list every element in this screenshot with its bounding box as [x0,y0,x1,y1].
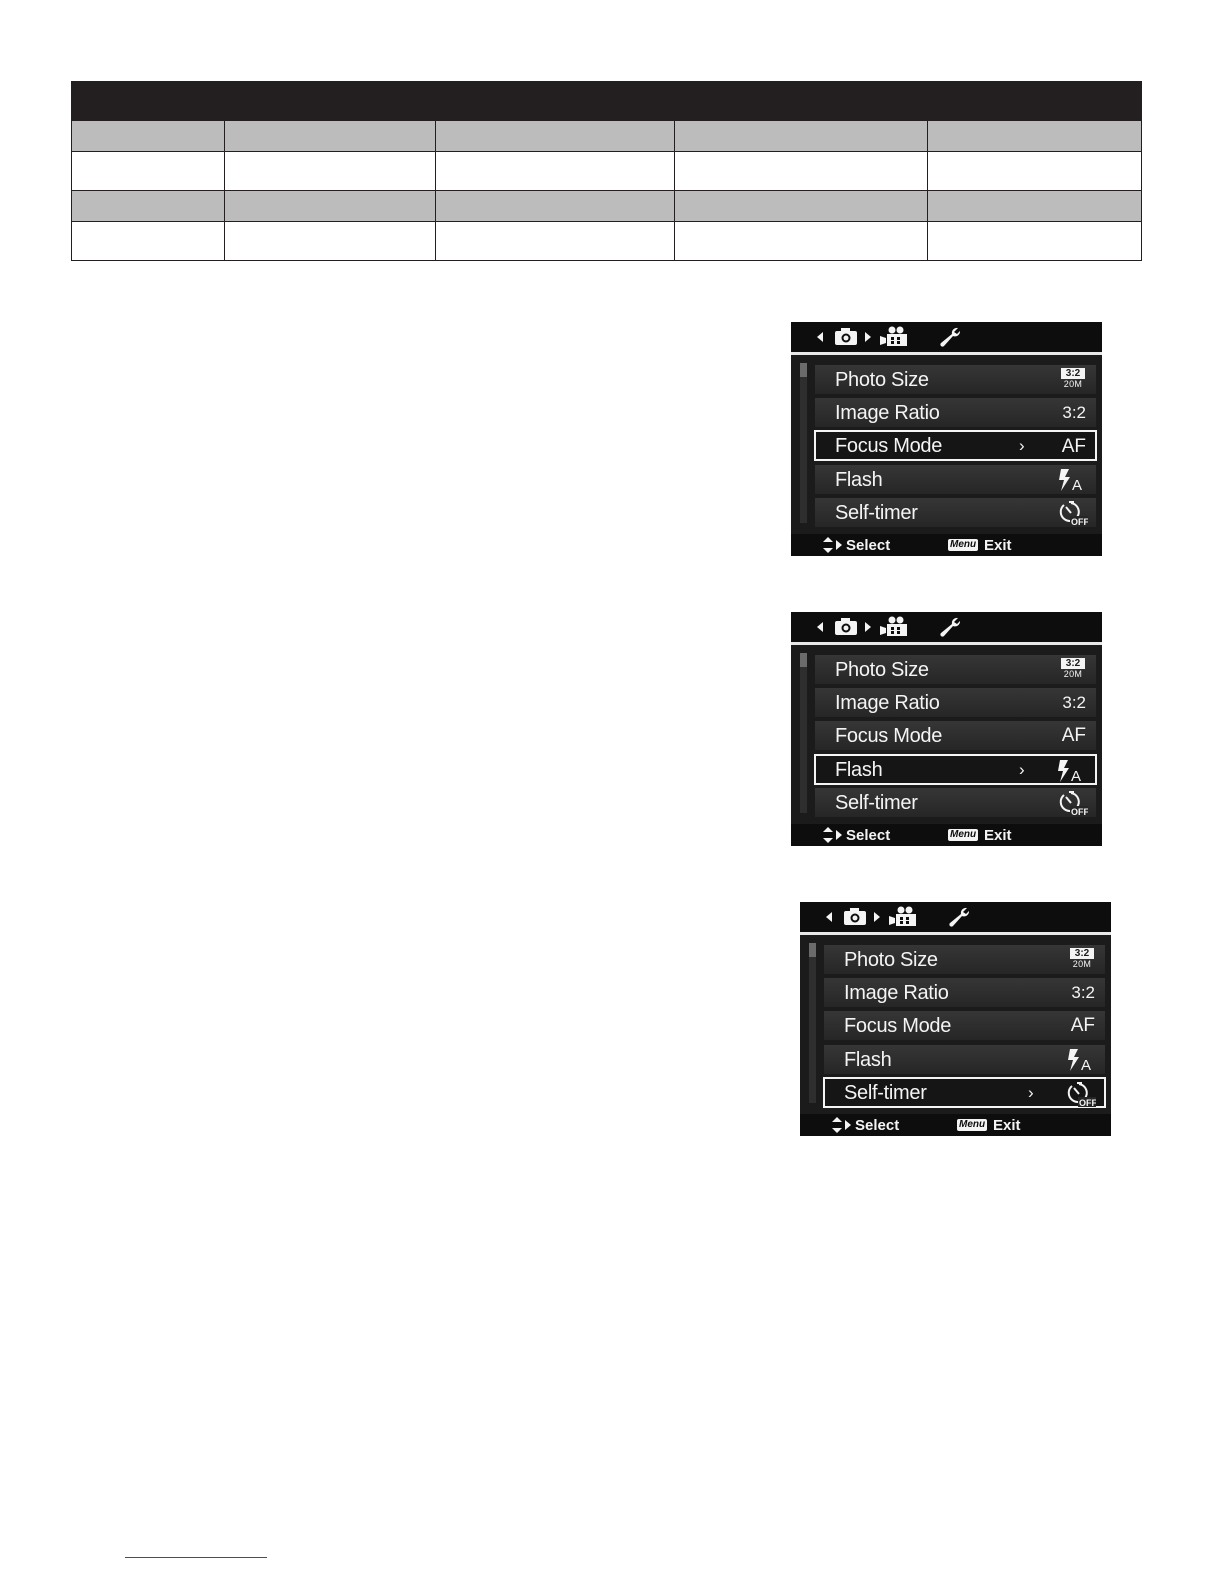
tab-left-arrow-icon[interactable] [817,332,823,342]
menu-scrollbar[interactable] [800,363,807,523]
menu-item-focus-mode[interactable] [815,721,1096,750]
photo-size-ratio: 3:2 [1061,368,1085,379]
menu-item-photo-size[interactable] [824,945,1105,974]
timer-off-text: OFF [1079,1098,1096,1107]
footer-exit-label: Exit [984,827,1012,844]
table-row [72,191,1142,222]
tab-left-arrow-icon[interactable] [826,912,832,922]
menu-item-label: Flash [844,1049,892,1071]
self-timer-off-icon [1066,1082,1096,1107]
table-cell [72,121,225,152]
wrench-icon[interactable] [939,617,961,637]
table-cell [436,121,675,152]
menu-item-focus-mode[interactable] [824,1011,1105,1040]
table-cell [225,222,436,261]
timer-off-text: OFF [1071,807,1088,816]
table-cell [928,222,1142,261]
photo-size-icon [1070,948,1094,970]
menu-item-label: Photo Size [835,659,929,681]
table-cell [436,152,675,191]
menu-key-icon: Menu [950,829,977,840]
table-cell [72,222,225,261]
self-timer-off-icon [1058,501,1088,526]
tab-right-arrow-icon[interactable] [865,332,871,342]
camera-menu-screen [791,322,1102,556]
movie-icon[interactable] [880,616,908,637]
camera-icon[interactable] [835,328,857,345]
flash-auto-letter: A [1072,477,1083,492]
menu-item-label: Self-timer [835,502,918,524]
menu-item-self-timer[interactable] [823,1077,1106,1108]
menu-item-label: Self-timer [835,792,918,814]
footer-exit-label: Exit [993,1117,1021,1134]
table-row [72,121,1142,152]
menu-item-label: Image Ratio [844,982,949,1004]
camera-menu-screen [800,902,1111,1136]
menu-tab-bar [800,902,1111,932]
table-cell [928,191,1142,222]
photo-size-megapixels: 20M [1063,669,1083,679]
flash-auto-icon [1057,759,1085,783]
menu-item-label: Flash [835,759,883,781]
table-row [72,222,1142,261]
menu-item-photo-size[interactable] [815,655,1096,684]
footer-select-label: Select [855,1117,900,1134]
tab-separator [791,642,1102,645]
menu-item-label: Focus Mode [835,725,943,747]
tab-separator [800,932,1111,935]
menu-item-label: Focus Mode [835,435,943,457]
menu-item-label: Self-timer [844,1082,927,1104]
camera-icon[interactable] [844,908,866,925]
menu-item-value: AF [1070,1015,1095,1036]
footer-select-label: Select [846,827,891,844]
menu-item-image-ratio[interactable] [815,398,1096,427]
scrollbar-thumb[interactable] [800,363,807,377]
table-header-row [72,82,1142,121]
table-cell [675,152,928,191]
navigate-icon [832,1117,852,1138]
menu-item-value: AF [1061,436,1086,457]
table-cell [225,191,436,222]
wrench-icon[interactable] [948,907,970,927]
footer-exit-label: Exit [984,537,1012,554]
table-cell [72,191,225,222]
camera-icon[interactable] [835,618,857,635]
movie-icon[interactable] [880,326,908,347]
menu-key-icon: Menu [959,1119,986,1130]
photo-size-megapixels: 20M [1063,379,1083,389]
tab-left-arrow-icon[interactable] [817,622,823,632]
menu-item-self-timer[interactable] [815,788,1096,817]
photo-size-megapixels: 20M [1072,959,1092,969]
menu-item-value: AF [1061,725,1086,746]
table-cell [928,121,1142,152]
menu-item-focus-mode[interactable] [814,430,1097,461]
scrollbar-thumb[interactable] [800,653,807,667]
menu-item-value: 3:2 [1062,403,1086,422]
menu-item-self-timer[interactable] [815,498,1096,527]
submenu-arrow-icon: › [1028,1083,1034,1102]
flash-auto-letter: A [1081,1057,1092,1072]
table-cell [225,152,436,191]
flash-auto-icon [1067,1048,1095,1072]
submenu-arrow-icon: › [1019,436,1025,455]
photo-size-ratio: 3:2 [1070,948,1094,959]
self-timer-off-icon [1058,791,1088,816]
menu-item-value: 3:2 [1071,983,1095,1002]
table-cell [225,121,436,152]
scrollbar-thumb[interactable] [809,943,816,957]
table-cell [675,121,928,152]
menu-item-label: Photo Size [844,949,938,971]
photo-size-ratio: 3:2 [1061,658,1085,669]
menu-scrollbar[interactable] [800,653,807,813]
table-cell [436,222,675,261]
menu-item-label: Image Ratio [835,402,940,424]
flash-auto-icon [1058,468,1086,492]
table-header-cell [72,82,1142,121]
menu-item-flash[interactable] [814,754,1097,785]
menu-item-flash[interactable] [824,1045,1105,1074]
menu-item-photo-size[interactable] [815,365,1096,394]
menu-tab-bar [791,612,1102,642]
photo-size-icon [1061,368,1085,390]
menu-footer [791,824,1102,846]
movie-icon[interactable] [889,906,917,927]
flash-auto-letter: A [1071,768,1082,783]
menu-item-value: 3:2 [1062,693,1086,712]
menu-scrollbar[interactable] [809,943,816,1103]
menu-tab-bar [791,322,1102,352]
table-cell [72,152,225,191]
menu-item-image-ratio[interactable] [815,688,1096,717]
menu-key-icon: Menu [950,539,977,550]
wrench-icon[interactable] [939,327,961,347]
tab-separator [791,352,1102,355]
photo-size-icon [1061,658,1085,680]
menu-item-image-ratio[interactable] [824,978,1105,1007]
menu-item-label: Image Ratio [835,692,940,714]
navigate-icon [823,827,843,848]
menu-item-flash[interactable] [815,465,1096,494]
navigate-icon [823,537,843,558]
camera-menu-screen [791,612,1102,846]
table-cell [675,191,928,222]
menu-item-label: Photo Size [835,369,929,391]
menu-item-label: Flash [835,469,883,491]
timer-off-text: OFF [1071,517,1088,526]
table-cell [928,152,1142,191]
page-footer-rule [125,1557,267,1558]
table-cell [436,191,675,222]
table-cell [675,222,928,261]
menu-footer [800,1114,1111,1136]
submenu-arrow-icon: › [1019,760,1025,779]
table-row [72,152,1142,191]
tab-right-arrow-icon[interactable] [865,622,871,632]
menu-item-label: Focus Mode [844,1015,952,1037]
tab-right-arrow-icon[interactable] [874,912,880,922]
menu-footer [791,534,1102,556]
footer-select-label: Select [846,537,891,554]
spec-table [71,81,1142,261]
